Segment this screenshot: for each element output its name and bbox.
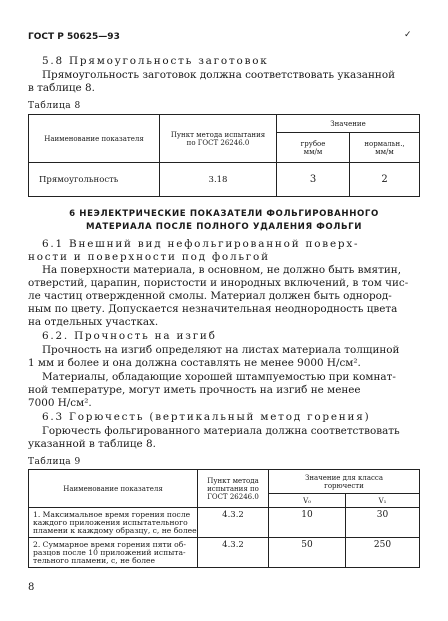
paragraph-line: Горючесть фольгированного материала должна соответствовать xyxy=(42,425,400,437)
paragraph-line: ным по цвету. Допускается незначительная неоднородность цвета xyxy=(28,303,398,315)
paragraph-line: ной температуре, могут иметь прочность на изгиб не менее xyxy=(28,384,361,396)
table-8-header-method: Пункт метода испытания по ГОСТ 26246.0 xyxy=(160,115,277,163)
table-9-cell-v1: 30 xyxy=(346,508,420,538)
page-number: 8 xyxy=(28,582,35,593)
table-9-cell-v0: 10 xyxy=(269,508,346,538)
paragraph-line: указанной в таблице 8. xyxy=(28,438,156,450)
paragraph-line: Материалы, обладающие хорошей штампуемостью при комнат- xyxy=(42,371,396,383)
table-8-header-name: Наименование показателя xyxy=(29,115,160,163)
table-8-cell-method: 3.18 xyxy=(160,163,277,197)
paragraph-line: Прочность на изгиб определяют на листах материала толщиной xyxy=(42,344,400,356)
section-6-3-title: 6.3 Горючесть (вертикальный метод горения) xyxy=(42,411,371,423)
table-8-cell-coarse: 3 xyxy=(277,163,350,197)
table-9-header-name: Наименование показателя xyxy=(29,470,198,508)
table-8-header-coarse: грубое мм/м xyxy=(277,133,350,163)
table-9-header-v0: V₀ xyxy=(269,494,346,508)
table-8-label: Таблица 8 xyxy=(28,101,81,111)
table-9-cell-method: 4.3.2 xyxy=(198,538,269,568)
paragraph-line: на отдельных участках. xyxy=(28,316,159,328)
table-9-label: Таблица 9 xyxy=(28,457,81,467)
paragraph-line: ле частиц отвержденной смолы. Материал должен быть однород- xyxy=(28,290,392,302)
paragraph-line: 1 мм и более и она должна составлять не менее 9000 Н/см². xyxy=(28,357,361,369)
section-5-8-title: 5.8 Прямоугольность заготовок xyxy=(42,55,269,67)
paragraph-line: в таблице 8. xyxy=(28,82,95,94)
table-9 xyxy=(28,469,420,568)
table-8-cell-name: Прямоугольность xyxy=(29,163,160,197)
table-8-header-value: Значение xyxy=(277,115,420,133)
section-6-1-title-cont: ности и поверхности под фольгой xyxy=(28,251,270,263)
table-9-header-method: Пункт метода испытания по ГОСТ 26246.0 xyxy=(198,470,269,508)
table-9-header-v1: V₁ xyxy=(346,494,420,508)
table-8 xyxy=(28,114,420,197)
paragraph-line: На поверхности материала, в основном, не должно быть вмятин, xyxy=(42,264,401,276)
section-6-2-title: 6.2. Прочность на изгиб xyxy=(42,330,217,342)
table-8-cell-normal: 2 xyxy=(350,163,420,197)
paragraph-line: 7000 Н/см². xyxy=(28,397,92,409)
document-header: ГОСТ Р 50625—93 xyxy=(28,32,120,42)
section-6-title-line2: МАТЕРИАЛА ПОСЛЕ ПОЛНОГО УДАЛЕНИЯ ФОЛЬГИ xyxy=(85,222,363,232)
table-9-header-value: Значение для класса горючести xyxy=(269,470,420,494)
table-9-cell-v1: 250 xyxy=(346,538,420,568)
table-9-cell-v0: 50 xyxy=(269,538,346,568)
corner-mark: ✓ xyxy=(404,30,412,40)
table-9-cell-name: 1. Максимальное время горения после каждого приложения испытательного пламени к каждому образцу, с, не более xyxy=(29,508,198,538)
table-8-header-normal: нормальн., мм/м xyxy=(350,133,420,163)
section-6-1-title: 6.1 Внешний вид нефольгированной поверх- xyxy=(42,238,360,250)
paragraph-line: Прямоугольность заготовок должна соответствовать указанной xyxy=(42,69,396,81)
table-row xyxy=(29,508,420,538)
section-6-title-line1: 6 НЕЭЛЕКТРИЧЕСКИЕ ПОКАЗАТЕЛИ ФОЛЬГИРОВАННОГО xyxy=(69,209,379,219)
table-row xyxy=(29,163,420,197)
table-9-cell-method: 4.3.2 xyxy=(198,508,269,538)
table-row xyxy=(29,538,420,568)
table-9-cell-name: 2. Суммарное время горения пяти об- разцов после 10 приложений испыта- тельного пламени, с, не более xyxy=(29,538,198,568)
paragraph-line: отверстий, царапин, пористости и инородных включений, в том чис- xyxy=(28,277,409,289)
